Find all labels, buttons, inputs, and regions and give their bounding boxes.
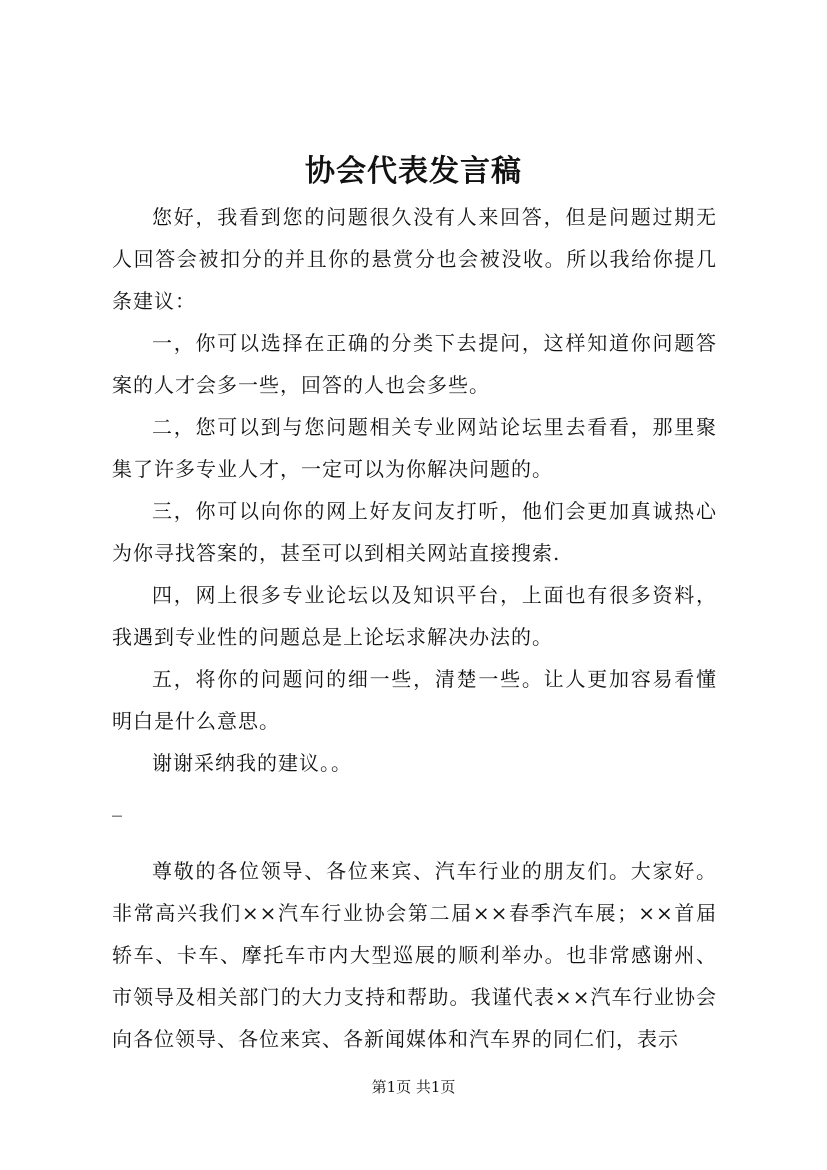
paragraph-thanks: 谢谢采纳我的建议。。 [152,751,352,775]
document-title: 协会代表发言稿 [305,154,522,189]
spacer [112,826,717,850]
paragraph-suggestion-1: 一，你可以选择在正确的分类下去提问，这样知道你问题答案的人才会多一些，回答的人也会多些。 [112,331,717,397]
paragraph-speech: 尊敬的各位领导、各位来宾、汽车行业的朋友们。大家好。非常高兴我们××汽车行业协会第二届××春季汽车展；××首届轿车、卡车、摩托车市内大型巡展的顺利举办。也非常感谢州、市领导及相关部门的大力支持和帮助。我谨代表××汽车行业协会向各位领导、各位来宾、各新闻媒体和汽车界的同仁们，表示 [112,859,717,1051]
paragraph-suggestion-4: 四，网上很多专业论坛以及知识平台，上面也有很多资料，我遇到专业性的问题总是上论坛求解决办法的。 [112,583,717,649]
paragraph-suggestion-2: 二，您可以到与您问题相关专业网站论坛里去看看，那里聚集了许多专业人才，一定可以为你解决问题的。 [112,415,717,481]
document-body [112,196,717,1060]
separator-mark: _ [112,793,123,817]
paragraph-suggestion-3: 三，你可以向你的网上好友问友打听，他们会更加真诚热心为你寻找答案的，甚至可以到相关网站直接搜索. [112,499,717,565]
paragraph-suggestion-5: 五，将你的问题问的细一些，清楚一些。让人更加容易看懂明白是什么意思。 [112,667,717,733]
paragraph-intro: 您好，我看到您的问题很久没有人来回答，但是问题过期无人回答会被扣分的并且你的悬赏分也会被没收。所以我给你提几条建议： [112,205,717,313]
page-number-footer: 第1页 共1页 [371,1078,456,1096]
